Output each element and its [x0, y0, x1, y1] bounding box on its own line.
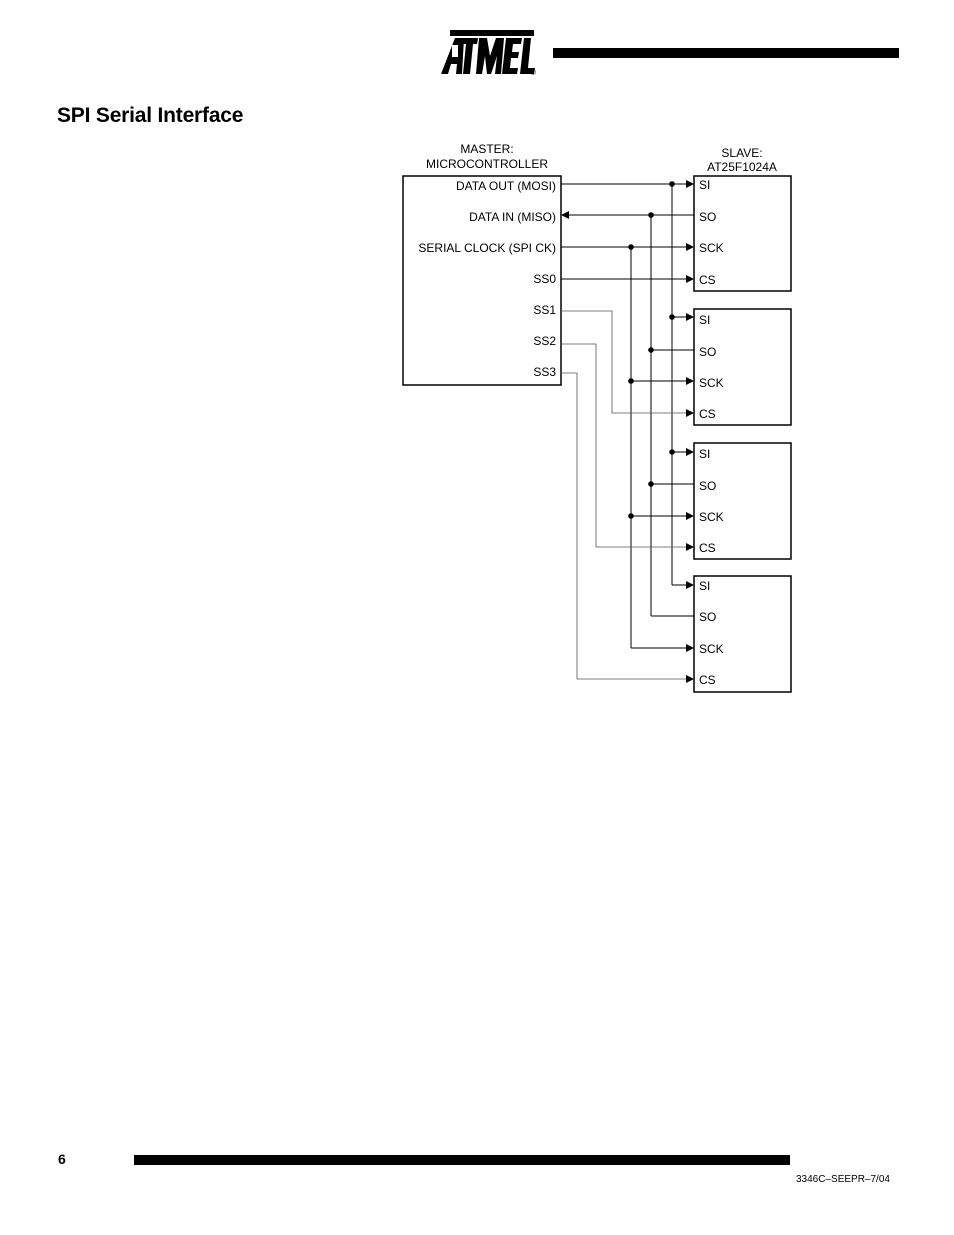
page-title: SPI Serial Interface: [57, 104, 244, 127]
master-pin-mosi: DATA OUT (MOSI): [455, 179, 556, 193]
slave3-pin-si: SI: [699, 447, 711, 461]
master-pin-ss3: SS3: [533, 365, 556, 379]
ss2-line: [561, 344, 693, 547]
document-code: 3346C–SEEPR–7/04: [796, 1174, 890, 1185]
slave-title-line2: AT25F1024A: [707, 160, 777, 174]
slave1-pin-si: SI: [699, 178, 711, 192]
slave2-pin-si: SI: [699, 313, 711, 327]
slave4-pin-so: SO: [699, 610, 717, 624]
page-number: 6: [58, 1151, 66, 1167]
slave4-pin-cs: CS: [699, 673, 716, 687]
master-pin-ss2: SS2: [533, 334, 556, 348]
slave2-pin-so: SO: [699, 345, 717, 359]
slave3-pin-so: SO: [699, 479, 717, 493]
master-pin-sck: SERIAL CLOCK (SPI CK): [418, 241, 556, 255]
slave3-pin-cs: CS: [699, 541, 716, 555]
master-title-line2: MICROCONTROLLER: [425, 157, 549, 171]
select-wires: [561, 311, 693, 679]
slave1-pin-sck: SCK: [699, 241, 724, 255]
slave4-pin-sck: SCK: [699, 642, 724, 656]
slave-title-line1: SLAVE:: [721, 146, 763, 160]
master-pin-miso: DATA IN (MISO): [469, 210, 556, 224]
slave2-pin-cs: CS: [699, 407, 716, 421]
slave1-pin-so: SO: [699, 210, 717, 224]
ss3-line: [561, 373, 693, 679]
slave2-pin-sck: SCK: [699, 376, 724, 390]
bus-wires: [561, 184, 694, 648]
footer-rule: [134, 1155, 790, 1165]
master-pin-ss0: SS0: [533, 272, 556, 286]
master-title-line1: MASTER:: [460, 142, 514, 156]
slave4-pin-si: SI: [699, 579, 711, 593]
master-pin-ss1: SS1: [533, 303, 556, 317]
svg-text:®: ®: [530, 68, 536, 77]
slave3-pin-sck: SCK: [699, 510, 724, 524]
slave1-pin-cs: CS: [699, 273, 716, 287]
ss1-line: [561, 311, 693, 413]
